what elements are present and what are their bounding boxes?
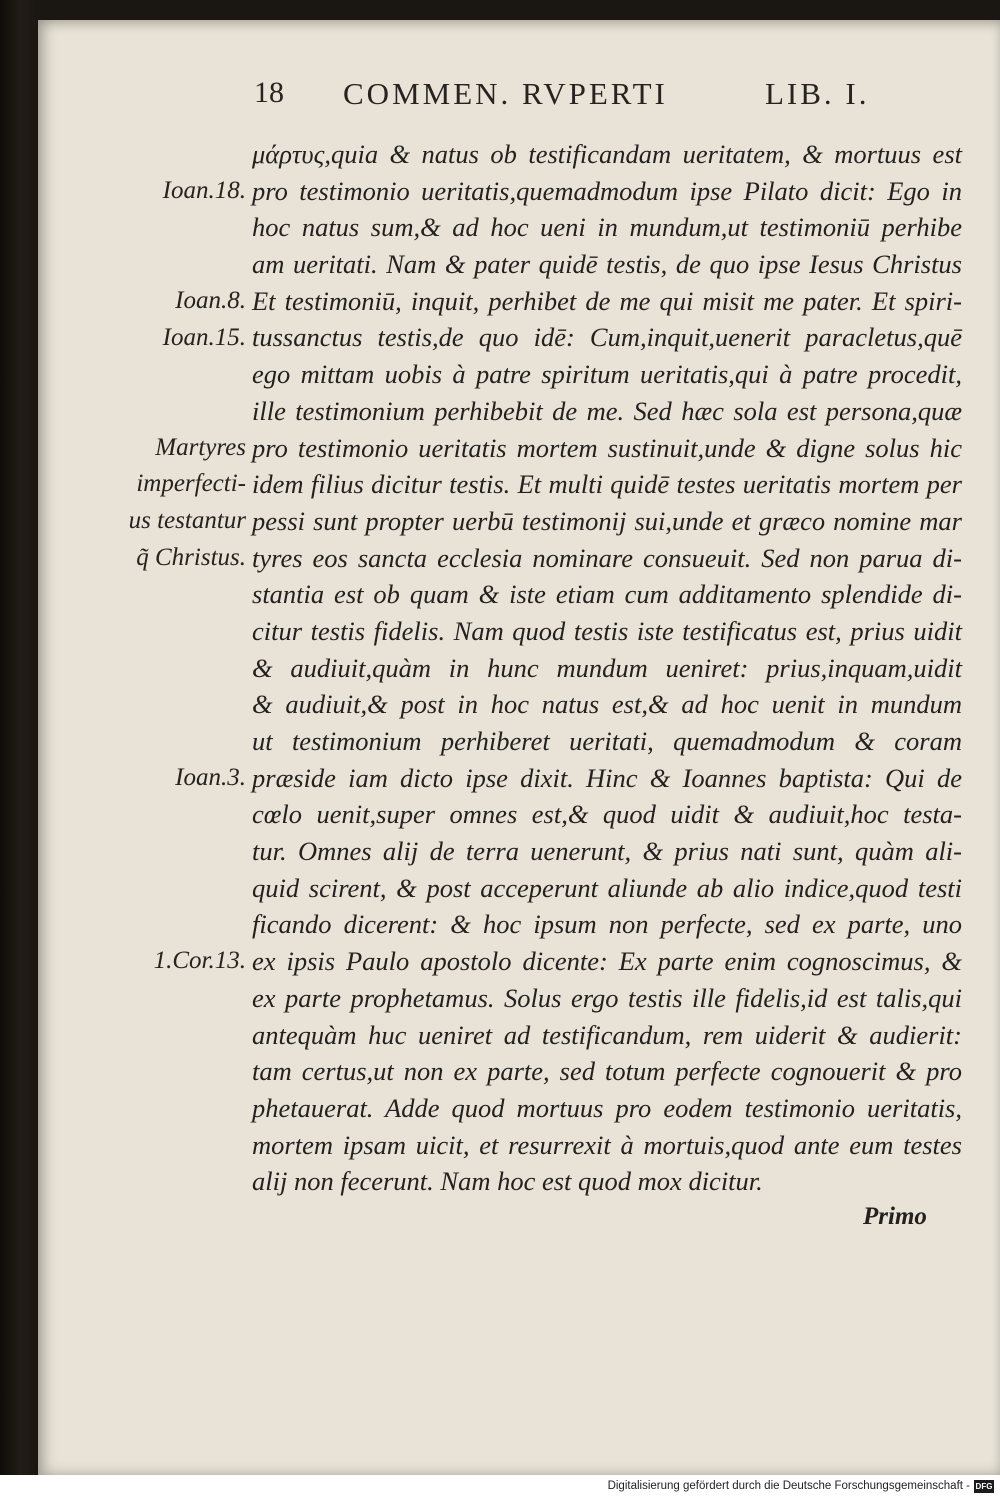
- text-line: ut testimonium perhiberet ueritati, quemadmodum & coram: [252, 726, 962, 756]
- text-line: cœlo uenit,super omnes est,& quod uidit & audiuit,hoc testa-: [252, 799, 962, 830]
- text-line: tam certus,ut non ex parte, sed totum perfecte cognouerit & pro: [252, 1056, 962, 1087]
- margin-note: Martyres: [155, 433, 246, 461]
- text-line: pessi sunt propter uerbū testimonij sui,unde et græco nomine mar: [252, 505, 962, 536]
- book-page: [38, 20, 1000, 1475]
- margin-note: q̃ Christus.: [136, 543, 246, 571]
- catchword: Primo: [863, 1203, 927, 1230]
- text-line: μάρτυς,quia & natus ob testificandam ueritatem, & mortuus est: [252, 139, 962, 169]
- text-line: am ueritati. Nam & pater quidē testis, de quo ipse Iesus Christus: [252, 249, 962, 280]
- text-line: mortem ipsam uicit, et resurrexit à mortuis,quod ante eum testes: [252, 1129, 962, 1160]
- text-line: & audiuit,quàm in hunc mundum ueniret: prius,inquam,uidit: [252, 652, 962, 683]
- text-line: idem filius dicitur testis. Et multi quidē testes ueritatis mortem per: [252, 469, 962, 500]
- text-line: tussanctus testis,de quo idē: Cum,inquit,uenerit paracletus,quē: [252, 322, 962, 353]
- text-line: citur testis fidelis. Nam quod testis iste testificatus est, prius uidit: [252, 615, 962, 646]
- funding-credit: Digitalisierung gefördert durch die Deutsche Forschungsgemeinschaft -: [607, 1480, 970, 1492]
- text-line: tur. Omnes alij de terra uenerunt, & prius nati sunt, quàm ali-: [252, 836, 962, 867]
- margin-note: Ioan.18.: [162, 176, 246, 204]
- footer-bar: [0, 1475, 1000, 1499]
- text-line: ex parte prophetamus. Solus ergo testis ille fidelis,id est talis,qui: [252, 982, 962, 1013]
- dfg-logo-icon: DFG: [975, 1482, 993, 1491]
- text-line: tyres eos sancta ecclesia nominare consueuit. Sed non parua di-: [252, 542, 962, 573]
- text-line: hoc natus sum,& ad hoc ueni in mundum,ut testimoniū perhibe: [252, 212, 962, 243]
- text-line: pro testimonio ueritatis mortem sustinuit,unde & digne solus hic: [252, 432, 962, 463]
- text-line: alij non fecerunt. Nam hoc est quod mox dicitur.: [252, 1166, 763, 1197]
- body-text: [252, 136, 962, 1200]
- margin-note: imperfecti-: [136, 470, 246, 498]
- text-line: quid scirent, & post acceperunt aliunde ab alio indice,quod testi: [252, 872, 962, 903]
- margin-note: Ioan.8.: [175, 286, 246, 314]
- margin-note: Ioan.15.: [162, 323, 246, 351]
- margin-note: us testantur: [128, 507, 246, 534]
- text-line: Et testimoniū, inquit, perhibet de me qui misit me pater. Et spiri-: [252, 285, 962, 316]
- text-line: ex ipsis Paulo apostolo dicente: Ex parte enim cognoscimus, &: [252, 946, 962, 977]
- text-line: & audiuit,& post in hoc natus est,& ad hoc uenit in mundum: [252, 689, 962, 720]
- margin-note: 1.Cor.13.: [153, 947, 246, 975]
- text-line: antequàm huc ueniret ad testificandum, rem uiderit & audierit:: [252, 1019, 962, 1050]
- margin-note: Ioan.3.: [175, 763, 246, 791]
- text-line: præside iam dicto ipse dixit. Hinc & Ioannes baptista: Qui de: [252, 762, 962, 793]
- book-reference: LIB. I.: [765, 76, 870, 111]
- text-line: stantia est ob quam & iste etiam cum additamento splendide di-: [252, 579, 962, 610]
- text-line: phetauerat. Adde quod mortuus pro eodem testimonio ueritatis,: [252, 1092, 962, 1123]
- text-line: ego mittam uobis à patre spiritum ueritatis,qui à patre procedit,: [252, 359, 962, 390]
- page-header: [38, 76, 1000, 116]
- folio-number: 18: [254, 76, 284, 109]
- text-line: pro testimonio ueritatis,quemadmodum ipse Pilato dicit: Ego in: [252, 175, 962, 206]
- text-line: ficando dicerent: & hoc ipsum non perfecte, sed ex parte, uno: [252, 909, 962, 940]
- running-title: COMMEN. RVPERTI: [343, 76, 668, 111]
- text-line: ille testimonium perhibebit de me. Sed hæc sola est persona,quæ: [252, 395, 962, 426]
